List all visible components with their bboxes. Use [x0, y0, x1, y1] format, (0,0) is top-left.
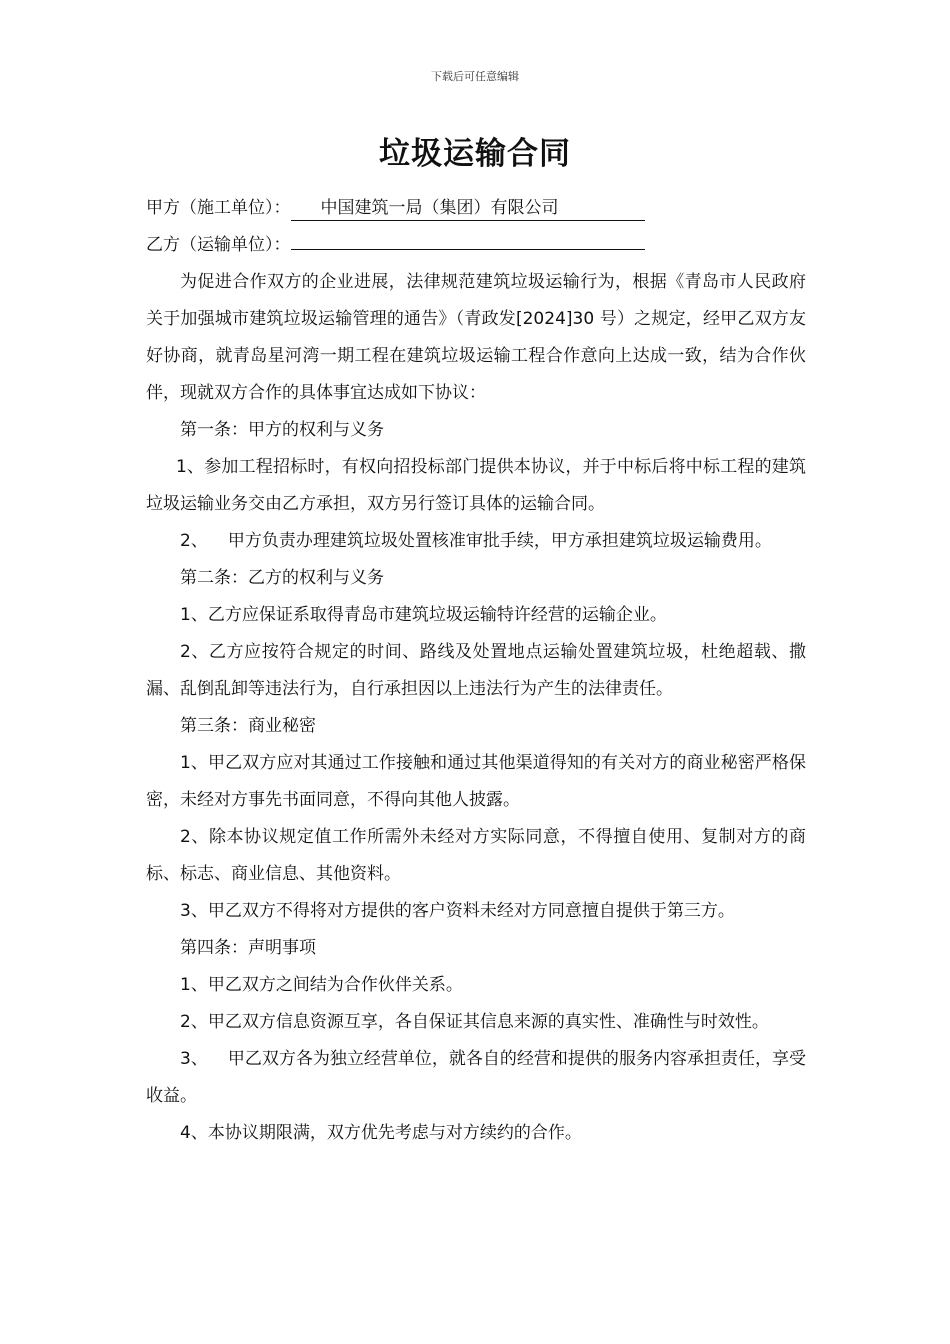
- clause-number: 2、: [180, 531, 208, 551]
- party-a-line: [146, 190, 806, 227]
- clause-text: 甲方负责办理建筑垃圾处置核准审批手续，甲方承担建筑垃圾运输费用。: [227, 531, 772, 551]
- article-3-clause-1: 1、甲乙双方应对其通过工作接触和通过其他渠道得知的有关对方的商业秘密严格保密，未经对方事先书面同意，不得向其他人披露。: [146, 753, 806, 810]
- party-b-value: [291, 249, 645, 250]
- party-a-label: 甲方（施工单位）：: [146, 198, 291, 218]
- article-4-clause-3: [146, 1041, 806, 1115]
- contract-body: [146, 190, 806, 1152]
- article-1-clause-2: [146, 523, 806, 560]
- article-2-clause-2: 2、乙方应按符合规定的时间、路线及处置地点运输处置建筑垃圾，杜绝超载、撒漏、乱倒乱卸等违法行为，自行承担因以上违法行为产生的法律责任。: [146, 642, 806, 699]
- intro-paragraph: 为促进合作双方的企业进展，法律规范建筑垃圾运输行为，根据《青岛市人民政府关于加强城市建筑垃圾运输管理的通告》（青政发[2024]30 号）之规定，经甲乙双方友好协商，就青岛星河湾一期工程在建筑垃圾运输工程合作意向上达成一致，结为合作伙伴，现就双方合作的具体事宜达成如下协议：: [146, 272, 806, 403]
- document-title: 垃圾运输合同: [379, 136, 571, 172]
- party-a-value: 中国建筑一局（集团）有限公司: [291, 196, 645, 221]
- article-1-clause-1: 1、参加工程招标时，有权向招投标部门提供本协议，并于中标后将中标工程的建筑垃圾运输业务交由乙方承担，双方另行签订具体的运输合同。: [146, 457, 806, 514]
- article-4-heading: 第四条：声明事项: [180, 938, 316, 958]
- article-2-heading: 第二条：乙方的权利与义务: [180, 568, 384, 588]
- article-3-clause-3: 3、甲乙双方不得将对方提供的客户资料未经对方同意擅自提供于第三方。: [180, 901, 735, 921]
- article-1-heading: 第一条：甲方的权利与义务: [180, 420, 384, 440]
- header-note: 下载后可任意编辑: [431, 70, 519, 83]
- article-3-clause-2: 2、除本协议规定值工作所需外未经对方实际同意，不得擅自使用、复制对方的商标、标志、商业信息、其他资料。: [146, 827, 806, 884]
- clause-number: 3、: [180, 1049, 208, 1069]
- article-3-heading: 第三条：商业秘密: [180, 716, 316, 736]
- clause-text: 甲乙双方各为独立经营单位，就各自的经营和提供的服务内容承担责任，享受收益。: [146, 1049, 806, 1106]
- article-4-clause-4: 4、本协议期限满，双方优先考虑与对方续约的合作。: [180, 1123, 582, 1143]
- party-b-line: [146, 227, 806, 264]
- article-4-clause-1: 1、甲乙双方之间结为合作伙伴关系。: [180, 975, 463, 995]
- party-b-label: 乙方（运输单位）：: [146, 235, 291, 255]
- article-2-clause-1: 1、乙方应保证系取得青岛市建筑垃圾运输特许经营的运输企业。: [180, 605, 667, 625]
- article-4-clause-2: 2、甲乙双方信息资源互享，各自保证其信息来源的真实性、准确性与时效性。: [180, 1012, 769, 1032]
